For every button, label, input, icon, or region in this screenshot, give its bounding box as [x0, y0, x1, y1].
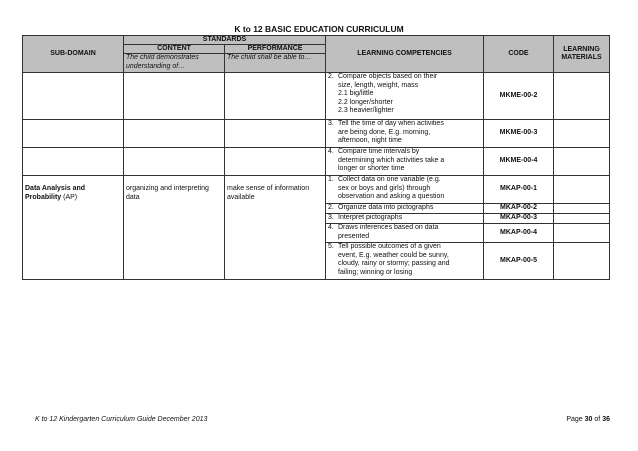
competency-cell [326, 148, 484, 176]
competency-cell [326, 73, 484, 120]
performance-cell [225, 148, 326, 176]
competency-number: 2. [328, 204, 334, 211]
competency-line: afternoon, night time [338, 137, 402, 145]
materials-cell [554, 224, 610, 243]
footer-page-number [566, 415, 610, 424]
competency-line: Tell the time of day when activities [338, 120, 444, 127]
materials-cell [554, 243, 610, 280]
competency-line: presented [338, 232, 370, 240]
sub-domain-cell [23, 176, 124, 280]
header-content-sub: The child demonstrates understanding of… [124, 54, 225, 73]
competency-line: Interpret pictographs [338, 214, 403, 221]
page-total: 36 [602, 416, 610, 423]
competency-cell [326, 176, 484, 204]
page-of-label: of [594, 416, 601, 423]
competency-number: 1. [328, 176, 334, 183]
sub-domain-cell [23, 120, 124, 148]
code-cell: MKAP-00-4 [484, 224, 554, 243]
materials-cell [554, 204, 610, 214]
content-cell [124, 120, 225, 148]
competency-line: determining which activities take a [338, 156, 445, 164]
code-cell: MKAP-00-1 [484, 176, 554, 204]
materials-cell [554, 73, 610, 120]
competency-line: size, length, weight, mass [338, 81, 419, 89]
table-row [23, 148, 610, 176]
competency-line: 2.3 heavier/lighter [338, 107, 394, 115]
sub-domain-abbr: (AP) [63, 193, 78, 201]
competency-cell [326, 204, 484, 214]
competency-line: Draws inferences based on data [338, 224, 439, 231]
code-cell: MKME-00-4 [484, 148, 554, 176]
header-content: CONTENT [124, 45, 225, 54]
competency-number: 3. [328, 120, 334, 127]
header-sub-domain: SUB-DOMAIN [23, 36, 124, 73]
header-learning-materials: LEARNING MATERIALS [554, 36, 610, 73]
competency-cell [326, 214, 484, 224]
performance-cell [225, 176, 326, 280]
content-cell [124, 73, 225, 120]
competency-line: Organize data into pictographs [338, 204, 434, 211]
competency-number: 4. [328, 224, 334, 231]
header-performance: PERFORMANCE [225, 45, 326, 54]
content-cell [124, 176, 225, 280]
sub-domain-name: Data Analysis and Probability [25, 185, 86, 201]
competency-number: 4. [328, 148, 334, 155]
header-code: CODE [484, 36, 554, 73]
competency-number: 2. [328, 73, 334, 80]
page-current: 30 [584, 416, 593, 423]
page-title: K to 12 BASIC EDUCATION CURRICULUM [234, 24, 404, 34]
table-row [23, 176, 610, 204]
sub-domain-cell [23, 148, 124, 176]
competency-line: sex or boys and girls) through [338, 184, 431, 192]
performance-cell [225, 73, 326, 120]
header-performance-sub: The child shall be able to… [225, 54, 326, 73]
competency-number: 3. [328, 214, 334, 221]
competency-line: Compare objects based on their [338, 73, 438, 80]
materials-cell [554, 176, 610, 204]
page-label: Page [566, 416, 583, 423]
sub-domain-cell [23, 73, 124, 120]
competency-number: 5. [328, 243, 334, 250]
table-row [23, 73, 610, 120]
code-cell: MKME-00-2 [484, 73, 554, 120]
competency-line: observation and asking a question [338, 193, 445, 201]
header-standards: STANDARDS [124, 36, 326, 45]
content-cell [124, 148, 225, 176]
materials-cell [554, 214, 610, 224]
footer-guide: K to 12 Kindergarten Curriculum Guide December 2013 [35, 416, 208, 423]
competency-cell [326, 224, 484, 243]
competency-line: 2.1 big/little [338, 90, 374, 98]
competency-cell [326, 243, 484, 280]
performance-cell [225, 120, 326, 148]
competency-line: Collect data on one variable (e.g. [338, 176, 441, 183]
code-cell: MKAP-00-3 [484, 214, 554, 224]
competency-line: are being done, E.g. morning, [338, 128, 431, 136]
competency-line: event, E.g. weather could be sunny, [338, 251, 449, 259]
performance-text: make sense of information available [227, 185, 310, 201]
competency-line: Compare time intervals by [338, 148, 420, 155]
materials-cell [554, 120, 610, 148]
competency-cell [326, 120, 484, 148]
competency-line: 2.2 longer/shorter [338, 98, 393, 106]
competency-line: Tell possible outcomes of a given [338, 243, 441, 250]
competency-line: longer or shorter time [338, 165, 405, 173]
content-text: organizing and interpreting data [126, 185, 209, 201]
competency-line: cloudy, rainy or stormy; passing and [338, 260, 450, 268]
competency-line: failing; winning or losing [338, 268, 413, 276]
header-learning-competencies: LEARNING COMPETENCIES [326, 36, 484, 73]
materials-cell [554, 148, 610, 176]
code-cell: MKAP-00-5 [484, 243, 554, 280]
code-cell: MKME-00-3 [484, 120, 554, 148]
curriculum-table [22, 35, 610, 280]
code-cell: MKAP-00-2 [484, 204, 554, 214]
table-row [23, 120, 610, 148]
